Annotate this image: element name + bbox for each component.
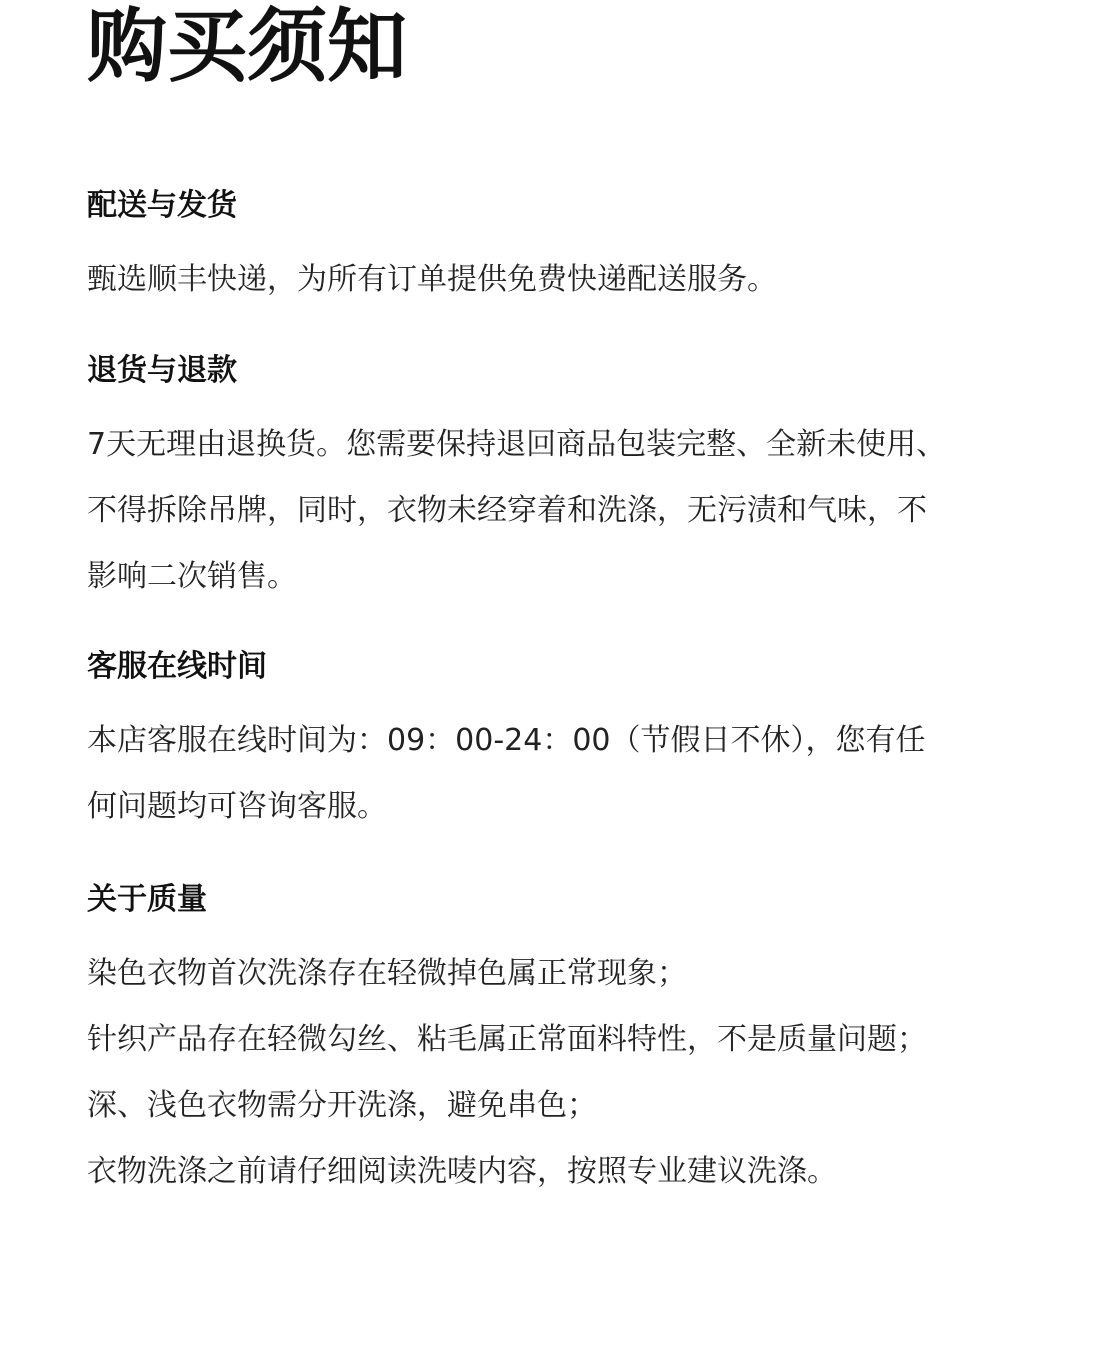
body-line: 何问题均可咨询客服。 xyxy=(87,789,387,824)
section-service-hours xyxy=(87,647,1047,840)
purchase-notice-page xyxy=(87,0,1047,1189)
body-line: 针织产品存在轻微勾丝、粘毛属正常面料特性，不是质量问题； xyxy=(87,1022,927,1057)
body-line: 染色衣物首次洗涤存在轻微掉色属正常现象； xyxy=(87,956,687,991)
body-line: 本店客服在线时间为：09：00-24：00（节假日不休），您有任 xyxy=(87,723,926,758)
section-heading-quality: 关于质量 xyxy=(87,882,207,917)
body-line: 7天无理由退换货。您需要保持退回商品包装完整、全新未使用、 xyxy=(87,427,947,462)
section-heading-returns: 退货与退款 xyxy=(87,353,237,388)
body-line: 影响二次销售。 xyxy=(87,559,297,594)
section-body-returns xyxy=(87,412,1047,610)
section-body-quality xyxy=(87,941,1047,1205)
section-heading-delivery: 配送与发货 xyxy=(87,188,237,223)
section-returns xyxy=(87,351,1047,610)
body-line: 不得拆除吊牌，同时，衣物未经穿着和洗涤，无污渍和气味，不 xyxy=(87,493,927,528)
section-body-service-hours xyxy=(87,708,1047,840)
body-line: 衣物洗涤之前请仔细阅读洗唛内容，按照专业建议洗涤。 xyxy=(87,1154,837,1189)
section-heading-service-hours: 客服在线时间 xyxy=(87,649,267,684)
body-line: 甄选顺丰快递，为所有订单提供免费快递配送服务。 xyxy=(87,262,777,297)
section-body-delivery xyxy=(87,247,1047,313)
page-title: 购买须知 xyxy=(87,0,407,93)
body-line: 深、浅色衣物需分开洗涤，避免串色； xyxy=(87,1088,597,1123)
section-delivery xyxy=(87,186,1047,313)
section-quality xyxy=(87,880,1047,1205)
